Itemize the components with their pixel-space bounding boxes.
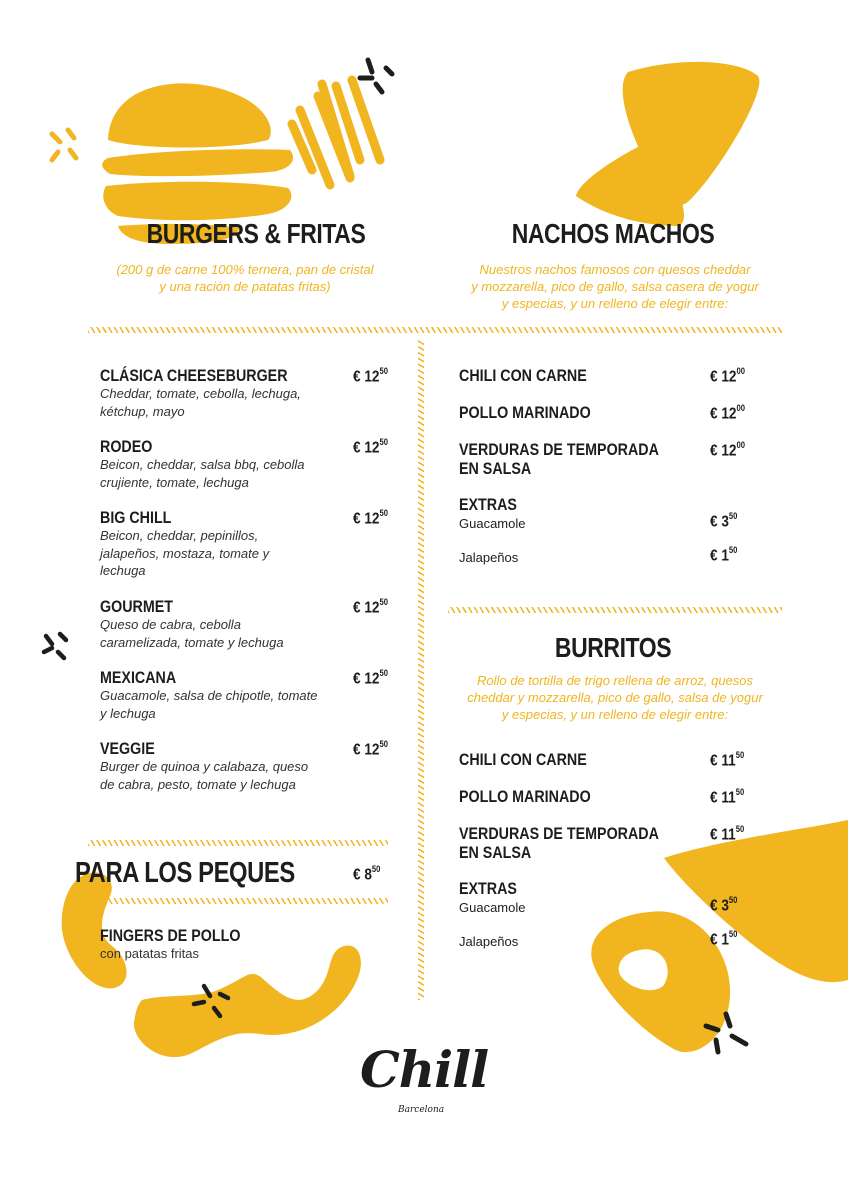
- price-cents: 50: [379, 366, 388, 376]
- item-desc: caramelizada, tomate y lechuga: [100, 634, 284, 650]
- price-main: € 12: [353, 599, 380, 617]
- item-price: [710, 546, 737, 565]
- price-cents: 50: [379, 508, 388, 518]
- item-desc: jalapeños, mostaza, tomate y: [100, 545, 270, 561]
- item-name: POLLO MARINADO: [459, 403, 591, 422]
- extras-title: EXTRAS: [459, 879, 517, 898]
- menu-item: [100, 739, 340, 793]
- price-main: € 12: [353, 368, 380, 386]
- divider-peques-bottom: [88, 898, 388, 904]
- item-name-line-2: EN SALSA: [459, 459, 532, 478]
- menu-item: [100, 508, 340, 580]
- item-desc: Guacamole, salsa de chipotle, tomate: [100, 688, 318, 703]
- item-desc: crujiente, tomate, lechuga: [100, 474, 249, 490]
- extras-title: EXTRAS: [459, 495, 517, 514]
- item-price: [710, 441, 745, 460]
- item-price: [710, 751, 744, 770]
- price-cents: 00: [736, 403, 745, 413]
- item-price: [353, 509, 388, 528]
- chill-logo-city: Barcelona: [398, 1105, 445, 1115]
- sparkle-icon: [52, 130, 76, 160]
- item-name: GOURMET: [100, 597, 173, 616]
- item-desc: Burger de quinoa y calabaza, queso: [100, 759, 309, 774]
- menu-item: [459, 403, 616, 422]
- item-price: [353, 367, 388, 386]
- price-cents: 50: [735, 787, 745, 797]
- divider-peques-top: [88, 840, 388, 846]
- item-name: CLÁSICA CHEESEBURGER: [100, 366, 288, 385]
- price-main: € 12: [353, 510, 380, 528]
- divider-top: [88, 327, 782, 333]
- item-desc: con patatas fritas: [100, 946, 199, 961]
- nachos-subtitle-line: Nuestros nachos famosos con quesos cheddar: [479, 262, 751, 277]
- burritos-title: BURRITOS: [554, 632, 672, 663]
- burgers-subtitle-line: (200 g de carne 100% ternera, pan de cristal: [116, 262, 374, 277]
- nachos-subtitle: [445, 261, 785, 312]
- item-price: [353, 669, 388, 688]
- price-main: € 1: [710, 547, 729, 565]
- price-cents: 50: [728, 545, 738, 555]
- price-main: € 12: [710, 442, 737, 460]
- price-cents: 50: [379, 739, 388, 749]
- item-name: BIG CHILL: [100, 508, 172, 527]
- price-main: € 12: [710, 368, 737, 386]
- price-main: € 8: [353, 866, 372, 884]
- price-cents: 00: [736, 366, 745, 376]
- item-desc: y lechuga: [100, 705, 156, 721]
- nachos-subtitle-line: y especias, y un relleno de elegir entre:: [501, 296, 729, 311]
- burgers-subtitle-line: y una ración de patatas fritas): [159, 279, 331, 294]
- item-name: VEGGIE: [100, 739, 155, 758]
- item-price: [353, 740, 388, 759]
- item-price: [710, 512, 737, 531]
- price-main: € 1: [710, 931, 729, 949]
- extra-label: Guacamole: [459, 900, 526, 915]
- price-cents: 50: [735, 750, 745, 760]
- menu-item: [100, 597, 340, 651]
- menu-item: [100, 366, 340, 420]
- burritos-subtitle-line: y especias, y un relleno de elegir entre:: [501, 707, 729, 722]
- price-main: € 12: [353, 741, 380, 759]
- sparkle-icon: [360, 60, 392, 92]
- price-cents: 50: [379, 597, 388, 607]
- price-cents: 50: [728, 929, 738, 939]
- peques-price: [353, 865, 380, 884]
- item-price: [710, 825, 744, 844]
- menu-item: [459, 824, 697, 862]
- item-price: [710, 896, 737, 915]
- item-name: POLLO MARINADO: [459, 787, 591, 806]
- item-name: CHILI CON CARNE: [459, 750, 587, 769]
- burritos-subtitle-line: cheddar y mozzarella, pico de gallo, salsa de yogur: [467, 690, 763, 705]
- burgers-title: BURGERS & FRITAS: [146, 218, 366, 249]
- item-price: [353, 598, 388, 617]
- item-price: [710, 367, 745, 386]
- menu-item: [459, 366, 611, 385]
- item-desc: Queso de cabra, cebolla: [100, 617, 241, 632]
- item-desc: Beicon, cheddar, salsa bbq, cebolla: [100, 457, 305, 472]
- item-name: MEXICANA: [100, 668, 177, 687]
- nachos-subtitle-line: y mozzarella, pico de gallo, salsa casera de yogur: [471, 279, 759, 294]
- item-name: RODEO: [100, 437, 153, 456]
- price-cents: 00: [736, 440, 745, 450]
- price-cents: 50: [379, 668, 388, 678]
- price-cents: 50: [728, 895, 738, 905]
- item-name: CHILI CON CARNE: [459, 366, 587, 385]
- item-name-line-2: EN SALSA: [459, 843, 532, 862]
- item-name: FINGERS DE POLLO: [100, 926, 241, 945]
- price-main: € 11: [710, 752, 736, 770]
- price-cents: 50: [735, 824, 745, 834]
- item-price: [710, 930, 737, 949]
- menu-item: [100, 437, 340, 491]
- menu-item: [459, 787, 616, 806]
- item-desc: de cabra, pesto, tomate y lechuga: [100, 776, 296, 792]
- nacho-icon: [576, 62, 759, 226]
- burritos-subtitle-line: Rollo de tortilla de trigo rellena de arroz, quesos: [476, 673, 754, 688]
- burritos-subtitle: [445, 672, 785, 723]
- fries-icon: [292, 80, 380, 185]
- extra-label: Jalapeños: [459, 934, 519, 949]
- price-cents: 50: [728, 511, 738, 521]
- price-cents: 50: [371, 864, 381, 874]
- extra-label: Jalapeños: [459, 550, 519, 565]
- price-main: € 11: [710, 789, 736, 807]
- divider-burritos: [448, 607, 782, 613]
- item-name: VERDURAS DE TEMPORADA: [459, 440, 659, 459]
- price-main: € 12: [353, 670, 380, 688]
- item-desc: Beicon, cheddar, pepinillos,: [100, 528, 259, 543]
- item-price: [710, 404, 745, 423]
- price-main: € 11: [710, 826, 736, 844]
- item-desc: Cheddar, tomate, cebolla, lechuga,: [100, 386, 301, 401]
- price-main: € 12: [353, 439, 380, 457]
- chill-logo: Chill: [360, 1040, 489, 1099]
- item-name: VERDURAS DE TEMPORADA: [459, 824, 659, 843]
- menu-item: [459, 440, 697, 478]
- nachos-title: NACHOS MACHOS: [511, 218, 715, 249]
- price-main: € 3: [710, 897, 729, 915]
- sparkle-icon: [44, 634, 66, 658]
- burgers-subtitle: [80, 261, 410, 295]
- menu-item: [459, 750, 611, 769]
- peques-item: [100, 926, 267, 963]
- item-desc: kétchup, mayo: [100, 403, 185, 419]
- menu-item: [100, 668, 340, 722]
- extra-label: Guacamole: [459, 516, 526, 531]
- item-price: [353, 438, 388, 457]
- peques-title: PARA LOS PEQUES: [75, 857, 295, 889]
- divider-vertical: [418, 340, 424, 1000]
- price-main: € 12: [710, 405, 737, 423]
- item-price: [710, 788, 744, 807]
- item-desc: lechuga: [100, 563, 146, 578]
- price-main: € 3: [710, 513, 729, 531]
- price-cents: 50: [379, 437, 388, 447]
